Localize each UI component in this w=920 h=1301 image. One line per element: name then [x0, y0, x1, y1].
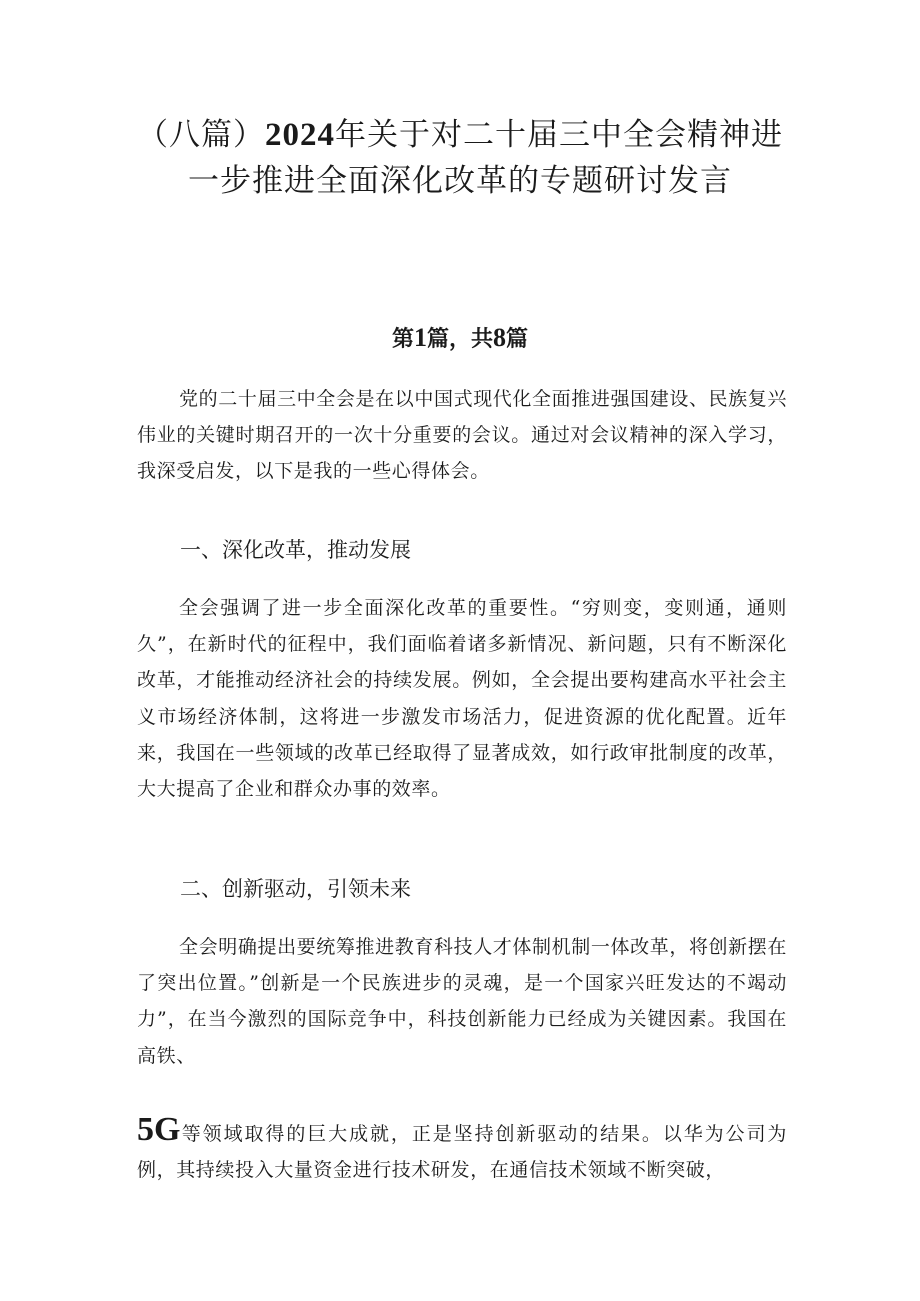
- article-counter: [0, 322, 920, 353]
- intro-paragraph: 党的二十届三中全会是在以中国式现代化全面推进强国建设、民族复兴伟业的关键时期召开的一次十分重要的会议。通过对会议精神的深入学习，我深受启发，以下是我的一些心得体会。: [137, 388, 787, 483]
- counter-current: 1: [413, 323, 427, 352]
- title-year: 2024: [265, 117, 335, 153]
- section-2-paragraph: 全会明确提出要统筹推进教育科技人才体制机制一体改革，将创新摆在了突出位置。”创新是一个民族进步的灵魂，是一个国家兴旺发达的不竭动力”，在当今激烈的国际竞争中，科技创新能力已经成为关键因素。我国在高铁、: [137, 936, 787, 1067]
- counter-text-b: 篇，共: [426, 326, 493, 352]
- continuation-text: 等领域取得的巨大成就，正是坚持创新驱动的结果。以华为公司为例，其持续投入大量资金进行技术研发，在通信技术领域不断突破，: [137, 1123, 787, 1182]
- highlight-5g: 5G: [137, 1111, 181, 1148]
- counter-text-a: 第: [391, 326, 414, 352]
- title-rest: 年关于对二十届三中全会精神进一步推进全面深化改革的专题研讨发言: [188, 117, 783, 199]
- section-2-heading: 二、创新驱动，引领未来: [180, 877, 411, 901]
- counter-text-c: 篇: [506, 326, 529, 352]
- document-title: [130, 112, 790, 204]
- section-1-paragraph: 全会强调了进一步全面深化改革的重要性。“穷则变，变则通，通则久”，在新时代的征程中，我们面临着诸多新情况、新问题，只有不断深化改革，才能推动经济社会的持续发展。例如，全会提出要构建高水平社会主义市场经济体制，这将进一步激发市场活力，促进资源的优化配置。近年来，我国在一些领域的改革已经取得了显著成效，如行政审批制度的改革，大大提高了企业和群众办事的效率。: [137, 597, 787, 801]
- title-prefix: （八篇）: [137, 117, 265, 153]
- counter-total: 8: [493, 323, 506, 352]
- section-2-continuation: [137, 1111, 787, 1188]
- section-1-heading: 一、深化改革，推动发展: [180, 538, 411, 562]
